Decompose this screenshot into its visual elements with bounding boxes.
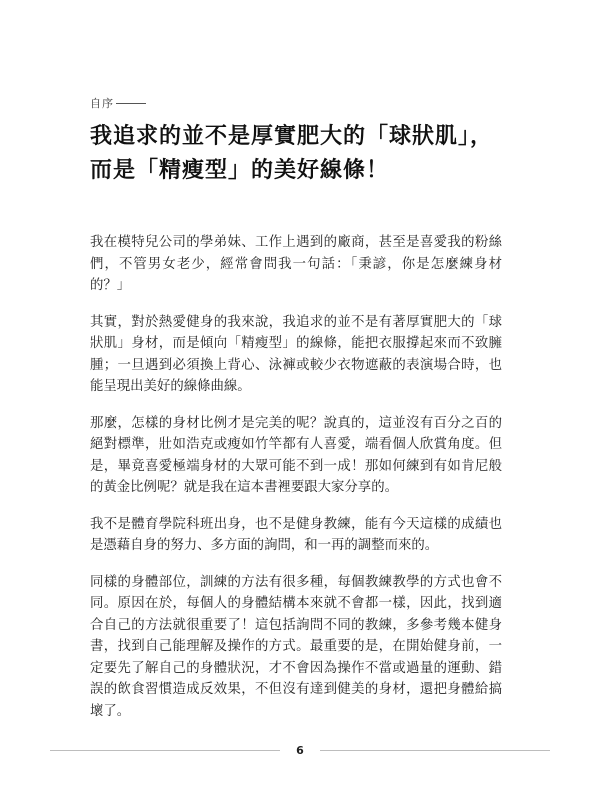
footer-rule-left: [50, 750, 280, 751]
section-label: [90, 95, 146, 111]
chapter-title: [90, 120, 530, 188]
section-label-text: 自序: [90, 97, 114, 110]
paragraph: 我不是體育學院科班出身，也不是健身教練，能有今天這樣的成績也是憑藉自身的努力、多方面的詢問，和一再的調整而來的。: [90, 516, 502, 553]
footer-rule-right: [320, 750, 550, 751]
paragraph: 我在模特兒公司的學弟妹、工作上遇到的廠商，甚至是喜愛我的粉絲們，不管男女老少，經常會問我一句話：「秉諺，你是怎麼練身材的？」: [90, 235, 502, 293]
paragraph: 那麼，怎樣的身材比例才是完美的呢？說真的，這並沒有百分之百的絕對標準，壯如浩克或瘦如竹竿都有人喜愛，端看個人欣賞角度。但是，畢竟喜愛極端身材的大眾可能不到一成！那如何練到有如肯尼般的黃金比例呢？就是我在這本書裡要跟大家分享的。: [90, 415, 502, 495]
section-label-dash: [116, 103, 146, 104]
page-number: 6: [296, 743, 304, 757]
chapter-title-line-1: 我追求的並不是厚實肥大的「球狀肌」，: [90, 124, 494, 149]
page-footer: [50, 740, 550, 760]
chapter-title-line-2: 而是「精瘦型」的美好線條！: [90, 158, 390, 183]
body-text: [90, 232, 502, 737]
paragraph: 其實，對於熱愛健身的我來說，我追求的並不是有著厚實肥大的「球狀肌」身材，而是傾向「精瘦型」的線條，能把衣服撐起來而不致臃腫；一旦遇到必須換上背心、泳褲或較少衣物遮蔽的表演場合時，也能呈現出美好的線條曲線。: [90, 314, 502, 394]
paragraph: 同樣的身體部位，訓練的方法有很多種，每個教練教學的方式也會不同。原因在於，每個人的身體結構本來就不會都一樣，因此，找到適合自己的方法就很重要了！這包括詢問不同的教練，多參考幾本健身書，找到自己能理解及操作的方式。最重要的是，在開始健身前，一定要先了解自己的身體狀況，才不會因為操作不當或過量的運動、錯誤的飲食習慣造成反效果，不但沒有達到健美的身材，還把身體給搞壞了。: [90, 574, 502, 719]
